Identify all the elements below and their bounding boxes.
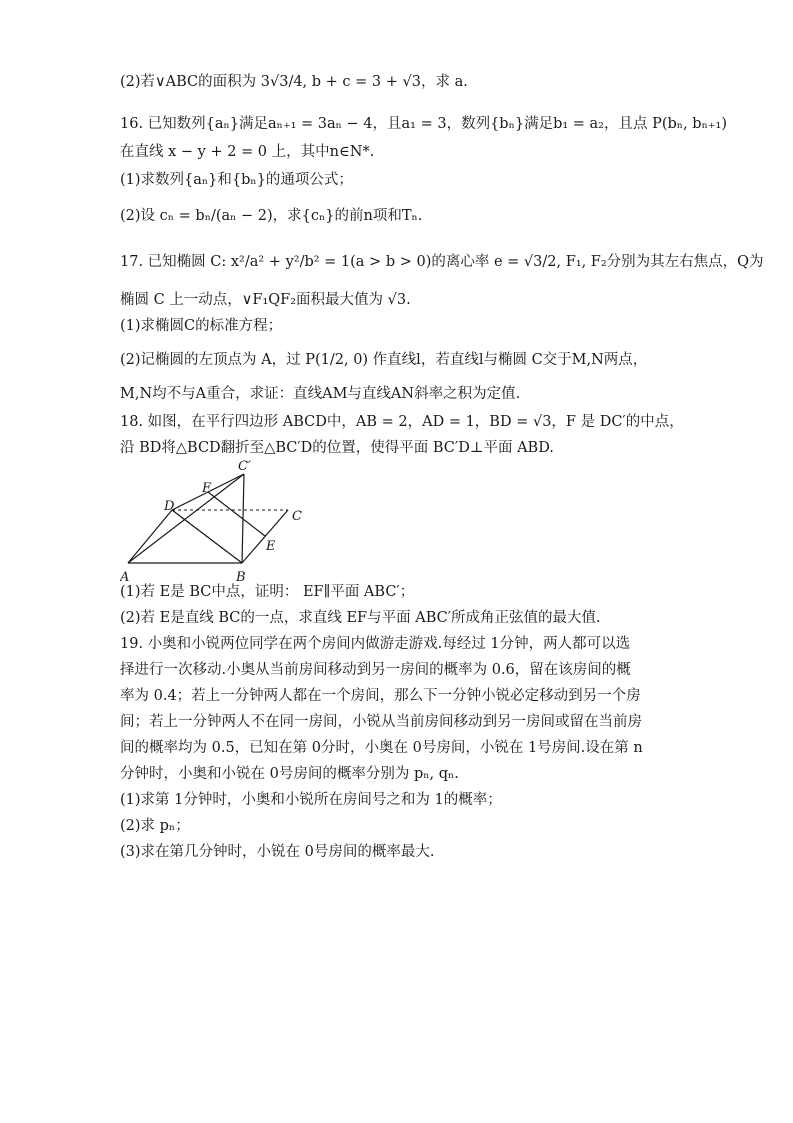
q16-title: 16. 已知数列{aₙ}满足aₙ₊₁ = 3aₙ − 4，且a₁ = 3，数列{bₙ}满足b₁ = a₂，且点 P(bₙ, bₙ₊₁) <box>120 116 727 132</box>
q17-part2a: (2)记椭圆的左顶点为 A，过 P(1/2, 0) 作直线l，若直线l与椭圆 C交于M,N两点， <box>120 352 648 368</box>
q19-line6: 分钟时，小奥和小锐在 0号房间的概率分别为 pₙ, qₙ. <box>120 766 459 782</box>
parallelogram-fold-diagram <box>120 458 320 586</box>
q17-title: 17. 已知椭圆 C: x²/a² + y²/b² = 1(a > b > 0)的离心率 e = √3/2, F₁, F₂分别为其左右焦点，Q为 <box>120 254 764 270</box>
label-d: D <box>164 499 175 514</box>
geometry-figure <box>120 458 320 586</box>
q19-line1: 19. 小奥和小锐两位同学在两个房间内做游走游戏.每经过 1分钟，两人都可以选 <box>120 636 631 652</box>
q19-line3: 率为 0.4；若上一分钟两人都在一个房间，那么下一分钟小锐必定移动到另一个房 <box>120 688 641 704</box>
label-f: F <box>202 481 212 496</box>
edge-bc <box>242 510 288 563</box>
label-a: A <box>120 570 130 585</box>
q16-line2: 在直线 x − y + 2 = 0 上，其中n∈N*. <box>120 144 375 160</box>
edge-ac-prime <box>128 474 244 563</box>
q19-line5: 间的概率均为 0.5，已知在第 0分时，小奥在 0号房间，小锐在 1号房间.设在第 n <box>120 740 643 756</box>
edge-ad <box>128 510 172 563</box>
label-c-prime: C′ <box>238 459 251 474</box>
q17-line2: 椭圆 C 上一动点，∨F₁QF₂面积最大值为 √3. <box>120 292 411 308</box>
q18-part2: (2)若 E是直线 BC的一点，求直线 EF与平面 ABC′所成角正弦值的最大值. <box>120 610 601 626</box>
segment-ef <box>208 492 265 536</box>
label-e: E <box>266 539 276 554</box>
q19-part1: (1)求第 1分钟时，小奥和小锐所在房间号之和为 1的概率； <box>120 792 502 808</box>
q19-part3: (3)求在第几分钟时，小锐在 0号房间的概率最大. <box>120 844 435 860</box>
q19-line2: 择进行一次移动.小奥从当前房间移动到另一房间的概率为 0.6，留在该房间的概 <box>120 662 631 678</box>
fold-line-dashed <box>172 510 242 563</box>
q17-part1: (1)求椭圆C的标准方程； <box>120 318 283 334</box>
q19-part2: (2)求 pₙ； <box>120 818 190 834</box>
label-b: B <box>236 570 246 585</box>
label-c: C <box>292 509 302 524</box>
q15-part2: (2)若∨ABC的面积为 3√3/4, b + c = 3 + √3，求 a. <box>120 74 468 90</box>
q18-part1: (1)若 E是 BC中点，证明： EF∥平面 ABC′； <box>120 584 415 600</box>
q18-title: 18. 如图，在平行四边形 ABCD中，AB = 2，AD = 1，BD = √3，F 是 DC′的中点， <box>120 414 684 430</box>
q19-line4: 间；若上一分钟两人不在同一房间，小锐从当前房间移动到另一房间或留在当前房 <box>120 714 642 730</box>
q16-part2: (2)设 cₙ = bₙ/(aₙ − 2)，求{cₙ}的前n项和Tₙ. <box>120 208 423 224</box>
q18-line2: 沿 BD将△BCD翻折至△BC′D的位置，使得平面 BC′D⊥平面 ABD. <box>120 440 554 456</box>
q17-part2b: M,N均不与A重合，求证：直线AM与直线AN斜率之积为定值. <box>120 386 521 402</box>
q16-part1: (1)求数列{aₙ}和{bₙ}的通项公式； <box>120 172 353 188</box>
